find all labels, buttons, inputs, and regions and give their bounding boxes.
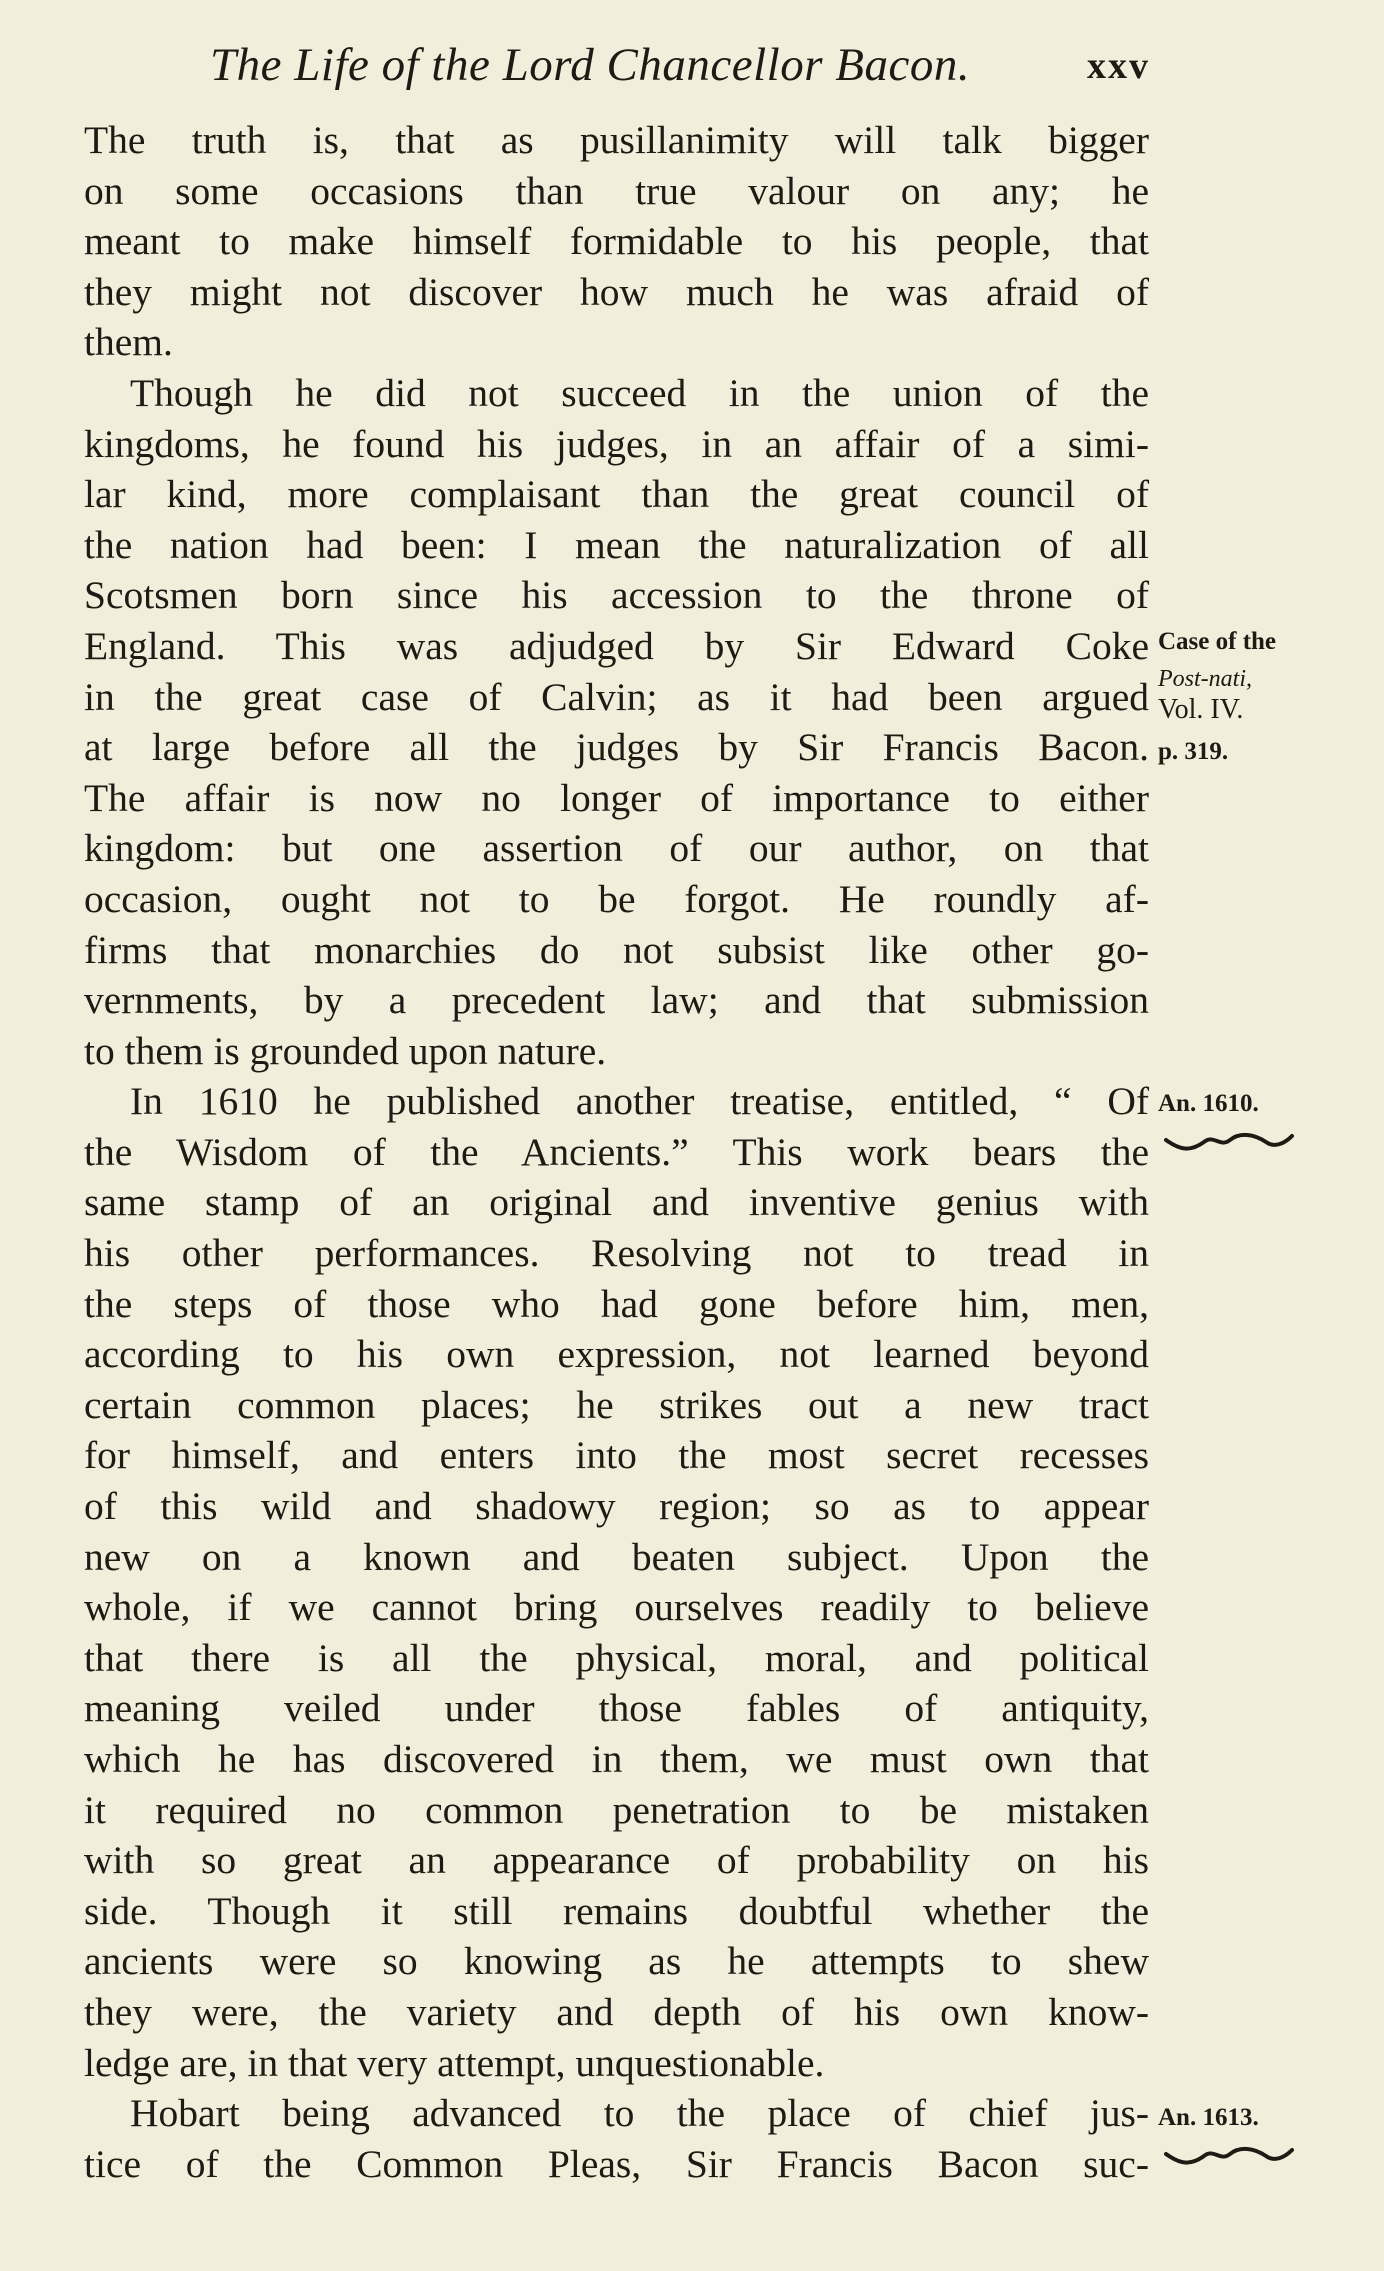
- flourish-ornament-icon: [1158, 2142, 1298, 2172]
- text-line: in the great case of Calvin; as it had been argued: [84, 674, 1149, 719]
- text-line: The affair is now no longer of importance to either: [84, 775, 1149, 820]
- text-line: it required no common penetration to be mistaken: [84, 1787, 1149, 1832]
- text-line: kingdoms, he found his judges, in an affair of a simi-: [84, 421, 1149, 466]
- text-line: The truth is, that as pusillanimity will talk bigger: [84, 118, 1149, 162]
- flourish-ornament-icon: [1158, 1128, 1298, 1158]
- text-line: meant to make himself formidable to his people, that: [84, 219, 1149, 264]
- text-line: of this wild and shadowy region; so as to appear: [84, 1484, 1149, 1529]
- text-line: occasion, ought not to be forgot. He roundly af-: [84, 876, 1149, 921]
- text-line: they were, the variety and depth of his own know-: [84, 1989, 1149, 2034]
- margin-note-year-1610: An. 1610.: [1158, 1090, 1259, 1117]
- text-line: according to his own expression, not learned beyond: [84, 1332, 1149, 1377]
- text-line: vernments, by a precedent law; and that submission: [84, 978, 1149, 1023]
- text-line: ledge are, in that very attempt, unquestionable.: [84, 2040, 825, 2085]
- text-line: kingdom: but one assertion of our author, on that: [84, 826, 1149, 871]
- text-line: tice of the Common Pleas, Sir Francis Bacon suc-: [84, 2141, 1149, 2186]
- text-line: England. This was adjudged by Sir Edward Coke: [84, 623, 1149, 668]
- text-line: that there is all the physical, moral, and political: [84, 1635, 1149, 1680]
- text-line: side. Though it still remains doubtful whether the: [84, 1888, 1149, 1933]
- text-line: with so great an appearance of probability on his: [84, 1838, 1149, 1883]
- text-line: lar kind, more complaisant than the great council of: [84, 472, 1149, 517]
- running-title: The Life of the Lord Chancellor Bacon.: [210, 39, 971, 91]
- text-line: them.: [84, 320, 173, 365]
- text-line: his other performances. Resolving not to tread in: [84, 1231, 1149, 1276]
- page-header: [210, 38, 1150, 98]
- text-line: for himself, and enters into the most secret recesses: [84, 1433, 1149, 1478]
- body-text: [84, 115, 1149, 2189]
- text-line: Though he did not succeed in the union of the: [130, 370, 1149, 415]
- text-line: at large before all the judges by Sir Francis Bacon.: [84, 725, 1149, 770]
- text-line: to them is grounded upon nature.: [84, 1028, 607, 1073]
- margin-note-page-ref: p. 319.: [1158, 738, 1229, 765]
- text-line: Hobart being advanced to the place of chief jus-: [130, 2091, 1149, 2136]
- text-line: same stamp of an original and inventive genius with: [84, 1180, 1149, 1225]
- text-line: the Wisdom of the Ancients.” This work bears the: [84, 1129, 1149, 1174]
- margin-note-volume: Vol. IV.: [1158, 694, 1244, 725]
- page-number: xxv: [1087, 45, 1150, 87]
- text-line: ancients were so knowing as he attempts to shew: [84, 1939, 1149, 1984]
- text-line: meaning veiled under those fables of antiquity,: [84, 1686, 1149, 1731]
- margin-note-post-nati: Post-nati,: [1158, 666, 1252, 692]
- margin-note-year-1613: An. 1613.: [1158, 2104, 1259, 2131]
- text-line: new on a known and beaten subject. Upon the: [84, 1534, 1149, 1579]
- text-line: whole, if we cannot bring ourselves readily to believe: [84, 1585, 1149, 1630]
- text-line: on some occasions than true valour on any; he: [84, 168, 1149, 213]
- text-line: firms that monarchies do not subsist like other go-: [84, 927, 1149, 972]
- text-line: Scotsmen born since his accession to the throne of: [84, 573, 1149, 618]
- text-line: In 1610 he published another treatise, entitled, “ Of: [130, 1079, 1149, 1124]
- text-line: the steps of those who had gone before him, men,: [84, 1281, 1149, 1326]
- text-line: which he has discovered in them, we must own that: [84, 1737, 1149, 1781]
- text-line: certain common places; he strikes out a new tract: [84, 1382, 1149, 1427]
- text-line: the nation had been: I mean the naturalization of all: [84, 522, 1149, 567]
- margin-note-case-of-the: Case of the: [1158, 628, 1277, 655]
- text-line: they might not discover how much he was afraid of: [84, 269, 1149, 314]
